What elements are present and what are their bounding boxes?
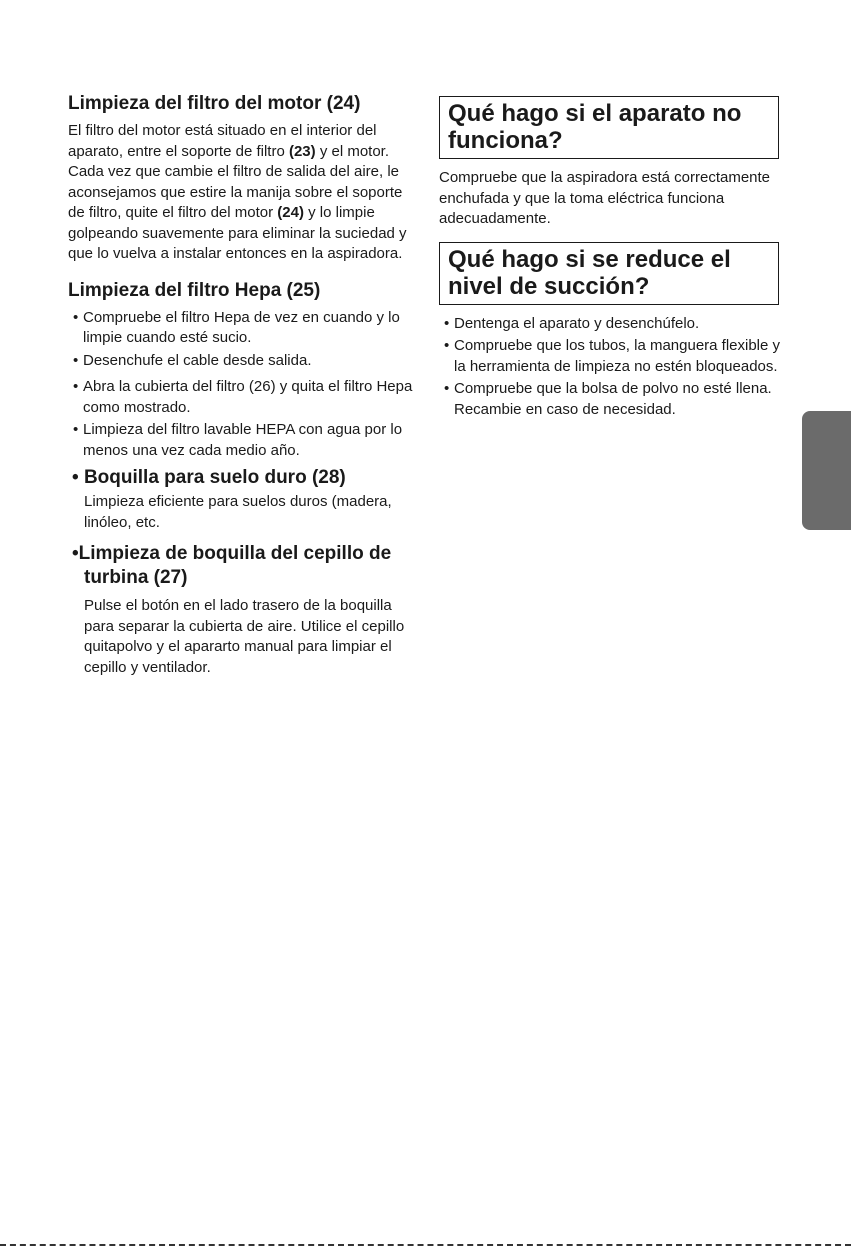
ref-23: (23)	[288, 142, 316, 160]
low-suction-list	[439, 314, 784, 421]
motor-filter-text	[68, 121, 413, 265]
list-item: • Compruebe que los tubos, la manguera flexible y la herramienta de limpieza no estén bloqueados.	[439, 336, 784, 377]
hepa-filter-heading: Limpieza del filtro Hepa (25)	[68, 279, 321, 301]
motor-filter-text-2: y el motor. Cada vez que cambie el filtro de salida del aire, le aconsejamos que estire la manija sobre el soporte de filtro, quite el filtro del motor	[68, 142, 403, 221]
hepa-filter-list	[68, 308, 413, 462]
list-item: • Desenchufe el cable desde salida.	[68, 351, 413, 372]
motor-filter-text-1: El filtro del motor está situado en el interior del aparato, entre el soporte de filtro	[68, 122, 377, 160]
low-suction-heading: Qué hago si se reduce el nivel de succión?	[439, 242, 779, 305]
turbo-brush-text: Pulse el botón en el lado trasero de la boquilla para separar la cubierta de aire. Utilice el cepillo quitapolvo y el apararto manual para limpiar el cepillo y ventilador.	[84, 597, 405, 676]
motor-filter-heading: Limpieza del filtro del motor (24)	[68, 93, 361, 114]
list-item: • Compruebe que la bolsa de polvo no esté llena. Recambie en caso de necesidad.	[439, 379, 784, 420]
list-item: • Limpieza del filtro lavable HEPA con agua por lo menos una vez cada medio año.	[68, 420, 413, 461]
page-edge-rule	[0, 1244, 851, 1246]
language-tab	[802, 411, 851, 530]
hard-floor-heading-text: Boquilla para suelo duro (28)	[83, 467, 346, 488]
left-column	[68, 92, 413, 678]
hard-floor-text: Limpieza eficiente para suelos duros (madera, linóleo, etc.	[84, 493, 392, 531]
hard-floor-section	[68, 466, 413, 533]
turbo-brush-heading: •Limpieza de boquilla del cepillo de turbina (27)	[72, 543, 392, 588]
not-working-heading: Qué hago si el aparato no funciona?	[439, 96, 779, 159]
motor-filter-text-3: y lo limpie golpeando suavemente para eliminar la suciedad y que lo vuelva a instalar entonces en la aspiradora.	[68, 204, 407, 262]
list-item: • Abra la cubierta del filtro (26) y quita el filtro Hepa como mostrado.	[68, 377, 413, 418]
ref-24: (24)	[277, 204, 304, 221]
list-item: • Dentenga el aparato y desenchúfelo.	[439, 314, 784, 335]
not-working-text: Compruebe que la aspiradora está correctamente enchufada y que la toma eléctrica funciona adecuadamente.	[439, 169, 771, 227]
list-item: • Compruebe el filtro Hepa de vez en cuando y lo limpie cuando esté sucio.	[68, 308, 413, 349]
turbo-brush-section	[68, 542, 413, 678]
right-column	[439, 96, 784, 422]
turbo-brush-heading-text: Limpieza de boquilla del cepillo de turbina (27)	[78, 543, 392, 588]
hard-floor-heading: • Boquilla para suelo duro (28)	[72, 467, 346, 488]
